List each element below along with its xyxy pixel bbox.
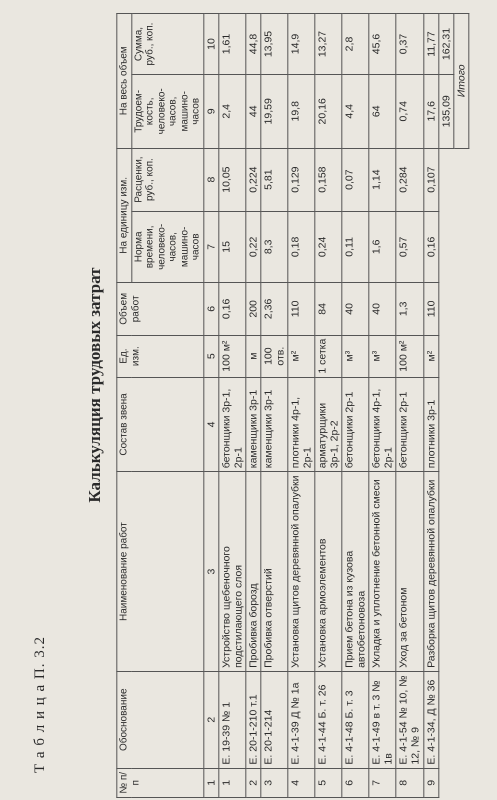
row-labor: 64 xyxy=(369,75,396,149)
row-volume: 2,36 xyxy=(261,283,288,336)
row-work-name: Устройство щебеночного подстилающего слоя xyxy=(218,472,245,672)
row-sum: 13,27 xyxy=(315,14,342,75)
row-labor: 19,59 xyxy=(261,75,288,149)
row-volume: 200 xyxy=(246,283,261,336)
header-sum: Сумма, руб., коп. xyxy=(131,14,203,75)
column-index: 8 xyxy=(203,148,218,211)
row-basis: Е. 20-1-210 т.1 xyxy=(246,671,261,768)
total-labor: 135,09 xyxy=(438,75,453,149)
row-crew: плотники 3р-1 xyxy=(423,377,438,472)
row-labor: 19,8 xyxy=(288,75,315,149)
row-labor: 2,4 xyxy=(218,75,245,149)
row-norm: 0,24 xyxy=(315,211,342,282)
header-num: № п/п xyxy=(117,768,204,797)
column-index: 1 xyxy=(203,768,218,797)
row-labor: 17,6 xyxy=(423,75,438,149)
table-row xyxy=(315,14,342,798)
row-sum: 2,8 xyxy=(342,14,369,75)
header-norm: Норма времени, человеко-часов, машино-часов xyxy=(131,211,203,282)
row-work-name: Установка щитов деревянной опалубки xyxy=(288,472,315,672)
row-number: 5 xyxy=(315,768,342,797)
table-row xyxy=(218,14,245,798)
row-rate: 1,14 xyxy=(369,148,396,211)
row-rate: 10,05 xyxy=(218,148,245,211)
row-unit: м³ xyxy=(369,335,396,377)
column-index: 4 xyxy=(203,377,218,472)
row-sum: 11,77 xyxy=(423,14,438,75)
row-work-name: Уход за бетоном xyxy=(396,472,423,672)
row-unit: м² xyxy=(288,335,315,377)
row-basis: Е. 4-1-44 Б. т. 26 xyxy=(315,671,342,768)
row-basis: Е. 4-1-34, Д № 36 xyxy=(423,671,438,768)
row-volume: 40 xyxy=(369,283,396,336)
row-number: 4 xyxy=(288,768,315,797)
total-sum: 162,31 xyxy=(438,14,453,75)
row-work-name: Пробивка отверстий xyxy=(261,472,288,672)
row-norm: 0,22 xyxy=(246,211,261,282)
column-index: 2 xyxy=(203,671,218,768)
table-row xyxy=(396,14,423,798)
row-rate: 0,284 xyxy=(396,148,423,211)
row-norm: 0,18 xyxy=(288,211,315,282)
labor-cost-table xyxy=(116,13,469,798)
header-name: Наименование работ xyxy=(117,472,204,672)
row-crew: бетонщики 2р-1 xyxy=(396,377,423,472)
row-volume: 40 xyxy=(342,283,369,336)
row-crew: каменщики 3р-1 xyxy=(246,377,261,472)
table-row xyxy=(246,14,261,798)
row-crew: арматурщики 3р-1, 2р-2 xyxy=(315,377,342,472)
row-norm: 1,6 xyxy=(369,211,396,282)
row-number: 2 xyxy=(246,768,261,797)
table-title: Калькуляция трудовых затрат xyxy=(85,267,104,503)
row-sum: 1,61 xyxy=(218,14,245,75)
row-rate: 0,07 xyxy=(342,148,369,211)
row-work-name: Пробивка борозд xyxy=(246,472,261,672)
table-row xyxy=(369,14,396,798)
total-label-row xyxy=(453,14,468,798)
row-unit: 100 м² xyxy=(218,335,245,377)
row-volume: 0,16 xyxy=(218,283,245,336)
row-work-name: Укладка и уплотнение бетонной смеси xyxy=(369,472,396,672)
row-work-name: Прием бетона из кузова автобетоновоза xyxy=(342,472,369,672)
row-labor: 4,4 xyxy=(342,75,369,149)
column-index: 7 xyxy=(203,211,218,282)
table-number: Т а б л и ц а П. 3.2 xyxy=(32,636,48,773)
row-norm: 8,3 xyxy=(261,211,288,282)
total-label: Итого xyxy=(453,14,468,149)
table-row xyxy=(342,14,369,798)
header-row-top xyxy=(117,14,132,798)
row-work-name: Установка армоэлементов xyxy=(315,472,342,672)
column-index: 5 xyxy=(203,335,218,377)
row-volume: 1,3 xyxy=(396,283,423,336)
row-basis: Е. 4-1-54 № 10, № 12, № 9 xyxy=(396,671,423,768)
column-index-row xyxy=(203,14,218,798)
row-number: 3 xyxy=(261,768,288,797)
row-sum: 44,8 xyxy=(246,14,261,75)
total-row xyxy=(438,14,453,798)
header-labor: Трудоем-кость, человеко-часов, машино-часов xyxy=(131,75,203,149)
row-rate: 0,107 xyxy=(423,148,438,211)
table-body xyxy=(218,14,438,798)
row-labor: 44 xyxy=(246,75,261,149)
row-norm: 15 xyxy=(218,211,245,282)
column-index: 10 xyxy=(203,14,218,75)
header-basis: Обоснование xyxy=(117,671,204,768)
header-rate: Расценки, руб., коп. xyxy=(131,148,203,211)
table-row xyxy=(423,14,438,798)
row-unit: м² xyxy=(423,335,438,377)
row-crew: каменщики 3р-1 xyxy=(261,377,288,472)
row-sum: 45,6 xyxy=(369,14,396,75)
row-volume: 84 xyxy=(315,283,342,336)
row-rate: 0,224 xyxy=(246,148,261,211)
row-number: 7 xyxy=(369,768,396,797)
table-row xyxy=(288,14,315,798)
column-index: 3 xyxy=(203,472,218,672)
row-volume: 110 xyxy=(423,283,438,336)
row-unit: м xyxy=(246,335,261,377)
header-unit: Ед. изм. xyxy=(117,335,204,377)
header-per-unit: На единицу изм. xyxy=(117,148,132,283)
row-crew: бетонщики 4р-1, 2р-1 xyxy=(369,377,396,472)
row-crew: бетонщики 3р-1, 2р-1 xyxy=(218,377,245,472)
row-rate: 0,158 xyxy=(315,148,342,211)
row-labor: 20,16 xyxy=(315,75,342,149)
row-crew: бетонщики 2р-1 xyxy=(342,377,369,472)
table-row xyxy=(261,14,288,798)
row-unit: м³ xyxy=(342,335,369,377)
row-norm: 0,11 xyxy=(342,211,369,282)
row-norm: 0,16 xyxy=(423,211,438,282)
row-unit: 100 м² xyxy=(396,335,423,377)
row-basis: Е. 4-1-48 Б. т. 3 xyxy=(342,671,369,768)
row-rate: 5,81 xyxy=(261,148,288,211)
row-crew: плотники 4р-1, 2р-1 xyxy=(288,377,315,472)
row-labor: 0,74 xyxy=(396,75,423,149)
row-basis: Е. 19-39 № 1 xyxy=(218,671,245,768)
row-work-name: Разборка щитов деревянной опалубки xyxy=(423,472,438,672)
row-number: 9 xyxy=(423,768,438,797)
header-total: На весь объем xyxy=(117,14,132,149)
column-index: 9 xyxy=(203,75,218,149)
row-sum: 14,9 xyxy=(288,14,315,75)
row-unit: 1 сетка xyxy=(315,335,342,377)
row-rate: 0,129 xyxy=(288,148,315,211)
column-index: 6 xyxy=(203,283,218,336)
row-basis: Е. 4-1-39 Д № 1а xyxy=(288,671,315,768)
header-crew: Состав звена xyxy=(117,377,204,472)
row-sum: 0,37 xyxy=(396,14,423,75)
row-norm: 0,57 xyxy=(396,211,423,282)
row-unit: 100 отв. xyxy=(261,335,288,377)
row-basis: Е. 4-1-49 в т. 3 № 1в xyxy=(369,671,396,768)
row-basis: Е. 20-1-214 xyxy=(261,671,288,768)
row-number: 6 xyxy=(342,768,369,797)
row-number: 8 xyxy=(396,768,423,797)
row-volume: 110 xyxy=(288,283,315,336)
header-volume: Объем работ xyxy=(117,283,204,336)
row-number: 1 xyxy=(218,768,245,797)
row-sum: 13,95 xyxy=(261,14,288,75)
